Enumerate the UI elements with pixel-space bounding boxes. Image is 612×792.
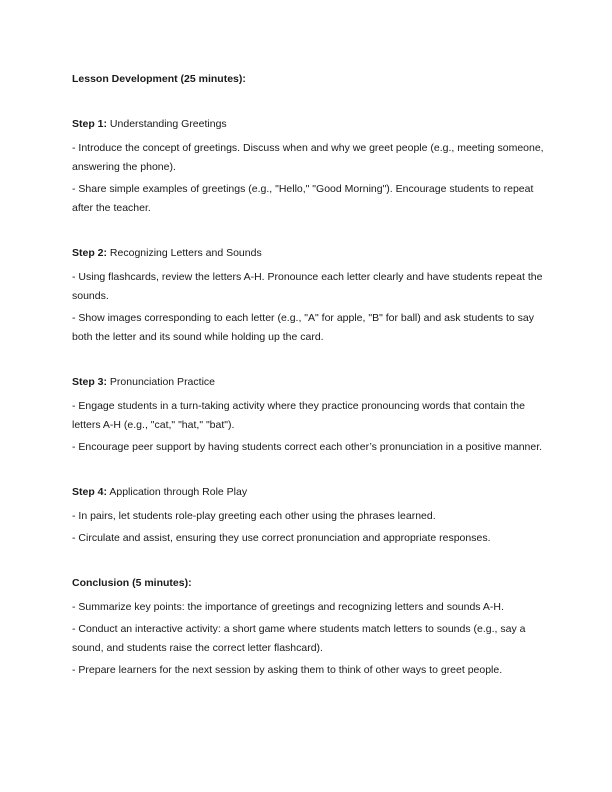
section-heading-lesson-development: Lesson Development (25 minutes): — [72, 73, 246, 85]
step-3-bullet-1: - Engage students in a turn-taking activity where they practice pronouncing words that contain the letters A-H (e.g., "cat," "hat," "bat"). — [72, 400, 525, 431]
lesson-plan-content — [72, 70, 546, 683]
step-4-title: Application through Role Play — [107, 486, 248, 498]
step-4-label: Step 4: — [72, 486, 108, 498]
conclusion-bullet-1: - Summarize key points: the importance of greetings and recognizing letters and sounds A-H. — [72, 601, 504, 613]
conclusion-bullet-2: - Conduct an interactive activity: a short game where students match letters to sounds (e.g., say a sound, and students raise the correct letter flashcard). — [72, 623, 526, 654]
step-4-bullet-1: - In pairs, let students role-play greeting each other using the phrases learned. — [72, 510, 436, 522]
step-2-bullet-1: - Using flashcards, review the letters A-H. Pronounce each letter clearly and have students repeat the sounds. — [72, 271, 543, 302]
conclusion-bullet-3: - Prepare learners for the next session by asking them to think of other ways to greet people. — [72, 664, 503, 676]
step-1-bullet-2: - Share simple examples of greetings (e.g., "Hello," "Good Morning"). Encourage students to repeat after the teacher. — [72, 183, 534, 214]
step-3-label: Step 3: — [72, 376, 108, 388]
section-heading-conclusion: Conclusion (5 minutes): — [72, 577, 192, 589]
step-1-label: Step 1: — [72, 118, 108, 130]
step-3-title: Pronunciation Practice — [107, 376, 215, 388]
step-1-bullet-1: - Introduce the concept of greetings. Discuss when and why we greet people (e.g., meeting someone, answering the phone). — [72, 142, 544, 173]
step-4-bullet-2: - Circulate and assist, ensuring they use correct pronunciation and appropriate responses. — [72, 532, 491, 544]
step-4-heading — [72, 483, 546, 502]
step-1-heading — [72, 115, 546, 134]
step-2-bullet-2: - Show images corresponding to each letter (e.g., "A" for apple, "B" for ball) and ask students to say both the letter and its sound while holding up the card. — [72, 312, 534, 343]
step-3-bullet-2: - Encourage peer support by having students correct each other’s pronunciation in a positive manner. — [72, 441, 543, 453]
step-2-label: Step 2: — [72, 247, 108, 259]
step-3-heading — [72, 373, 546, 392]
step-2-heading — [72, 244, 546, 263]
step-1-title: Understanding Greetings — [107, 118, 227, 130]
step-2-title: Recognizing Letters and Sounds — [107, 247, 262, 259]
